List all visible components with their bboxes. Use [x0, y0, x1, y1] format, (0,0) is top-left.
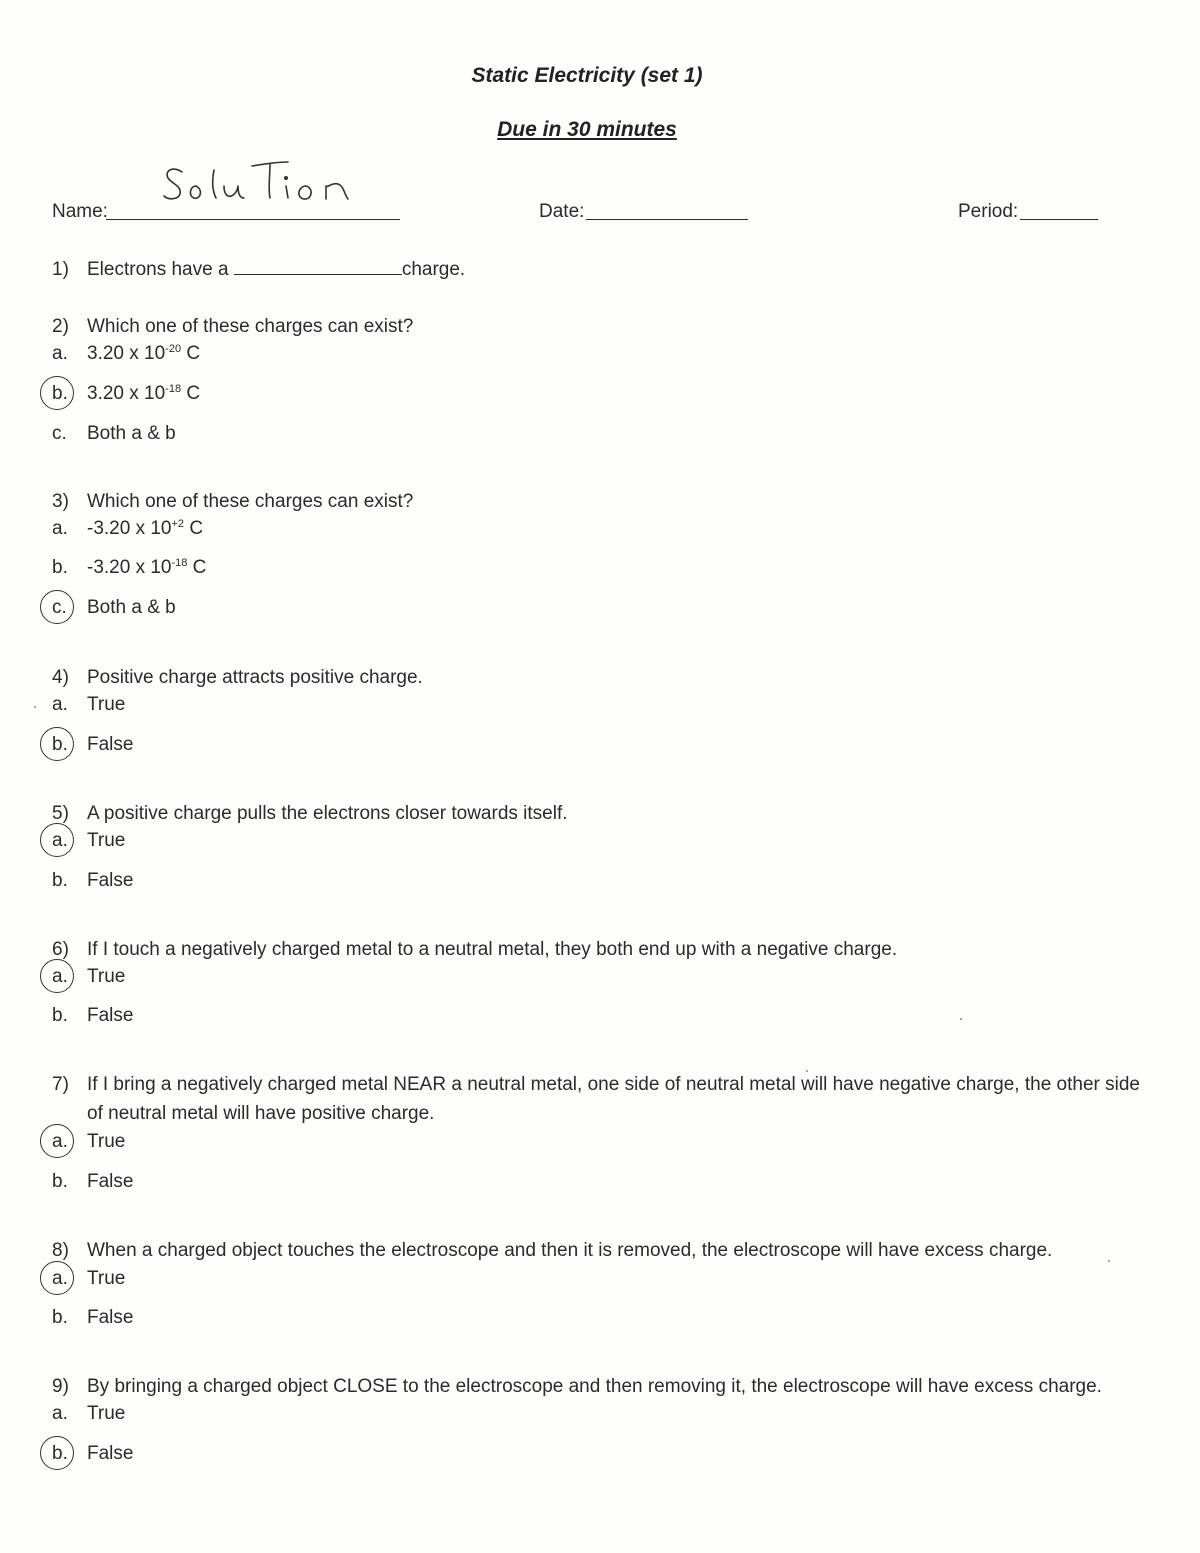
- option-2c[interactable]: [52, 423, 176, 445]
- option-letter: a.: [52, 1268, 68, 1289]
- question-text: If I touch a negatively charged metal to a neutral metal, they both end up with a negative charge.: [87, 939, 898, 960]
- option-9b[interactable]: [52, 1443, 133, 1465]
- option-text: True: [87, 1268, 126, 1289]
- option-2a[interactable]: [52, 343, 200, 365]
- option-5b[interactable]: [52, 870, 133, 892]
- option-letter: b.: [52, 383, 68, 404]
- option-value: -3.20 x 10: [87, 518, 172, 539]
- answer-circle: [40, 1261, 74, 1295]
- option-unit: C: [187, 557, 207, 578]
- option-value: -3.20 x 10: [87, 557, 172, 578]
- question-8: [52, 1236, 1052, 1265]
- option-5a[interactable]: [52, 830, 125, 852]
- answer-circle: [40, 823, 74, 857]
- question-number: 3): [52, 491, 69, 512]
- scan-speck: [1108, 1260, 1110, 1262]
- option-8a[interactable]: [52, 1268, 125, 1290]
- question-9: [52, 1372, 1102, 1401]
- option-letter: b.: [52, 1171, 68, 1192]
- question-5: [52, 799, 568, 828]
- option-exponent: -18: [165, 383, 182, 395]
- option-exponent: +2: [171, 518, 185, 530]
- option-text: True: [87, 830, 126, 851]
- option-text: Both a & b: [87, 597, 176, 618]
- option-4b[interactable]: [52, 734, 133, 756]
- option-letter: b.: [52, 1307, 68, 1328]
- option-6b[interactable]: [52, 1005, 133, 1027]
- option-letter: a.: [52, 694, 68, 715]
- scan-speck: [806, 1070, 808, 1072]
- question-number: 8): [52, 1240, 69, 1261]
- option-letter: b.: [52, 557, 68, 578]
- question-number: 2): [52, 316, 69, 337]
- question-number: 1): [52, 259, 69, 280]
- scan-speck: [34, 706, 36, 708]
- option-text: Both a & b: [87, 423, 176, 444]
- question-text: A positive charge pulls the electrons closer towards itself.: [87, 803, 568, 824]
- option-text: False: [87, 1307, 134, 1328]
- answer-circle: [40, 727, 74, 761]
- option-letter: a.: [52, 1131, 68, 1152]
- question-number: 7): [52, 1074, 69, 1095]
- option-letter: b.: [52, 1443, 68, 1464]
- option-text: True: [87, 1131, 126, 1152]
- option-value: 3.20 x 10: [87, 343, 166, 364]
- option-text: False: [87, 870, 134, 891]
- handwritten-name-solution: [160, 152, 370, 212]
- option-6a[interactable]: [52, 966, 125, 988]
- period-line[interactable]: [1020, 219, 1098, 220]
- option-letter: a.: [52, 1403, 68, 1424]
- option-text: False: [87, 1171, 134, 1192]
- question-number: 6): [52, 939, 69, 960]
- question-number: 5): [52, 803, 69, 824]
- name-line[interactable]: [106, 219, 400, 220]
- question-6: [52, 935, 897, 964]
- question-number: 4): [52, 667, 69, 688]
- option-text: True: [87, 694, 126, 715]
- option-letter: b.: [52, 870, 68, 891]
- question-text: Which one of these charges can exist?: [87, 491, 414, 512]
- option-letter: b.: [52, 1005, 68, 1026]
- option-unit: C: [181, 343, 201, 364]
- option-3c[interactable]: [52, 597, 176, 619]
- answer-circle: [40, 376, 74, 410]
- question-text: Positive charge attracts positive charge.: [87, 667, 423, 688]
- question-text: Which one of these charges can exist?: [87, 316, 414, 337]
- option-text: True: [87, 966, 126, 987]
- question-number: 9): [52, 1376, 69, 1397]
- option-3a[interactable]: [52, 518, 203, 540]
- question-7-text: If I bring a negatively charged metal NEAR a neutral metal, one side of neutral metal will have negative charge, the other side of neutral metal will have positive charge.: [87, 1074, 1140, 1124]
- option-7b[interactable]: [52, 1171, 133, 1193]
- question-text: By bringing a charged object CLOSE to the electroscope and then removing it, the electroscope will have excess charge.: [87, 1376, 1102, 1397]
- date-label: Date:: [539, 201, 585, 222]
- option-unit: C: [181, 383, 201, 404]
- option-7a[interactable]: [52, 1131, 125, 1153]
- option-letter: a.: [52, 518, 68, 539]
- worksheet-title: Static Electricity (set 1): [471, 64, 703, 87]
- option-unit: C: [184, 518, 204, 539]
- option-9a[interactable]: [52, 1403, 125, 1425]
- question-text-end: charge.: [401, 259, 466, 280]
- option-3b[interactable]: [52, 557, 206, 579]
- question-text: Electrons have a: [87, 259, 234, 280]
- option-2b[interactable]: [52, 383, 200, 405]
- answer-circle: [40, 959, 74, 993]
- option-8b[interactable]: [52, 1307, 133, 1329]
- option-value: 3.20 x 10: [87, 383, 166, 404]
- option-text: False: [87, 1443, 134, 1464]
- scan-speck: [960, 1018, 962, 1020]
- option-exponent: -20: [165, 343, 182, 355]
- answer-circle: [40, 1124, 74, 1158]
- question-2: [52, 312, 413, 341]
- option-letter: a.: [52, 830, 68, 851]
- option-letter: a.: [52, 966, 68, 987]
- answer-circle: [40, 590, 74, 624]
- question-3: [52, 487, 413, 516]
- due-notice: Due in 30 minutes: [497, 118, 677, 141]
- option-letter: b.: [52, 734, 68, 755]
- question-1: [52, 255, 465, 284]
- period-label: Period:: [958, 201, 1019, 222]
- option-letter: c.: [52, 597, 67, 618]
- option-text: True: [87, 1403, 126, 1424]
- option-text: False: [87, 1005, 134, 1026]
- answer-circle: [40, 1436, 74, 1470]
- option-letter: c.: [52, 423, 67, 444]
- name-label: Name:: [52, 201, 108, 222]
- date-line[interactable]: [586, 219, 748, 220]
- question-text: When a charged object touches the electroscope and then it is removed, the electroscope will have excess charge.: [87, 1240, 1053, 1261]
- question-4: [52, 663, 423, 692]
- option-exponent: -18: [171, 557, 188, 569]
- option-4a[interactable]: [52, 694, 125, 716]
- option-text: False: [87, 734, 134, 755]
- answer-blank[interactable]: [234, 256, 402, 275]
- question-7-number: [52, 1070, 87, 1099]
- option-letter: a.: [52, 343, 68, 364]
